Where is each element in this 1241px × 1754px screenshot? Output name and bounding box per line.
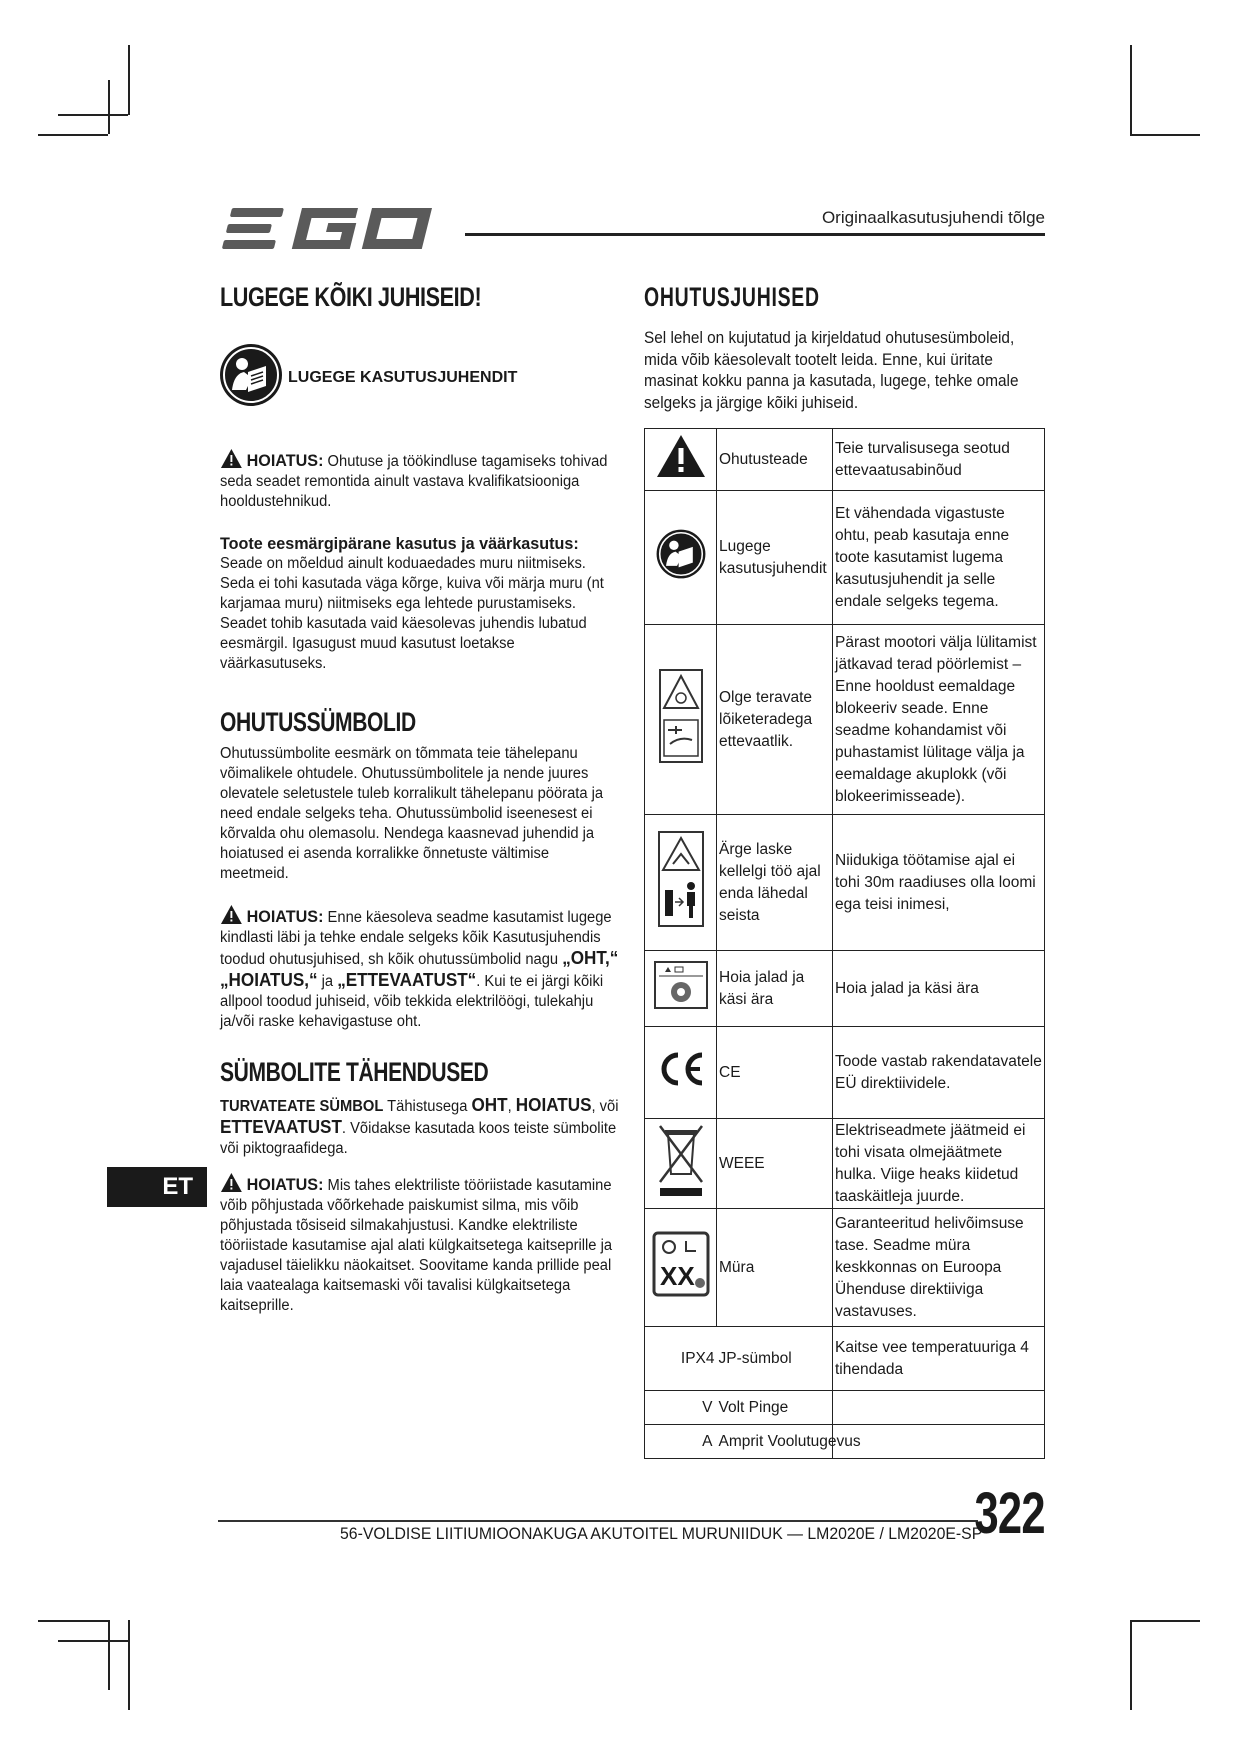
symbol-name: Müra (717, 1209, 833, 1327)
crop-mark (128, 45, 130, 115)
warning-ja: ja (321, 973, 334, 990)
symbol-desc: Elektriseadmete jäätmeid ei tohi visata olmejäätmete hulka. Viige heaks kiidetud taaskäitleja juurde. (833, 1119, 1045, 1209)
crop-mark (108, 80, 110, 134)
symbols-table (644, 428, 1045, 1459)
symbol-name: Olge teravate lõiketeradega ettevaatlik. (717, 625, 833, 815)
warning-block-2 (220, 904, 619, 1032)
warning-text: Ohutuse ja töökindluse tagamiseks tohivad seda seadet remontida ainult vastava kvalifikatsiooniga hooldustehnikud. (220, 453, 608, 510)
alert-voi: , või (591, 1098, 619, 1115)
read-manual-label: LUGEGE KASUTUSJUHENDIT (288, 369, 518, 386)
footer-rule (218, 1520, 978, 1522)
heading-safety-symbols: OHUTUSSÜMBOLID (220, 707, 416, 737)
symbol-name: WEEE (717, 1119, 833, 1209)
symbol-text: A (645, 1425, 717, 1459)
intended-use-heading: Toote eesmärgipärane kasutus ja väärkasutus: (220, 534, 579, 553)
crop-mark (108, 1620, 110, 1690)
keep-bystanders-away-icon (657, 830, 705, 928)
symbol-desc: Toode vastab rakendatavatele EÜ direktiividele. (833, 1027, 1045, 1119)
table-row (645, 1027, 1045, 1119)
intended-use-block (220, 534, 619, 674)
heading-symbol-meanings: SÜMBOLITE TÄHENDUSED (220, 1057, 489, 1087)
warning-label: HOIATUS: (246, 1175, 324, 1194)
symbol-name: Volt Pinge (717, 1391, 833, 1425)
symbol-desc: Pärast mootori välja lülitamist jätkavad terad pöörlemist – Enne hooldust eemaldage blokeeriv seade. Enne seadme kohandamist või puhastamist lülitage välja ja eemaldage akuplokk (või blokeerimisseade). (833, 625, 1045, 815)
symbol-desc: Niidukiga töötamise ajal ei tohi 30m raadiuses olla loomi ega teisi inimesi, (833, 815, 1045, 951)
warning-text: Enne käesoleva seadme kasutamist lugege kindlasti läbi ja tehke endale selgeks kõik Kasutusjuhendis toodud ohutusjuhised, sh kõik ohutussümbolid nagu (220, 909, 612, 968)
symbol-cell (645, 815, 717, 951)
symbol-desc: Teie turvalisusega seotud ettevaatusabinõud (833, 429, 1045, 491)
read-manual-icon (655, 528, 707, 580)
symbol-name: CE (717, 1027, 833, 1119)
ego-logo (218, 200, 448, 260)
noise-level-icon (652, 1231, 710, 1297)
crop-mark (128, 1620, 130, 1710)
heading-safety-instructions: OHUTUSJUHISED (644, 282, 820, 312)
table-row (645, 429, 1045, 491)
noise-value: XX (659, 1261, 695, 1291)
alert-symbol-block (220, 1095, 619, 1159)
symbol-desc: Hoia jalad ja käsi ära (833, 951, 1045, 1027)
table-row (645, 1391, 1045, 1425)
symbol-desc (833, 1391, 1045, 1425)
symbol-cell (645, 1027, 717, 1119)
read-manual-icon (218, 342, 284, 408)
symbol-cell (645, 1119, 717, 1209)
crop-mark (1130, 45, 1132, 135)
symbol-cell (645, 491, 717, 625)
symbol-name: Lugege kasutusjuhendit (717, 491, 833, 625)
table-row (645, 1327, 1045, 1391)
warning-triangle-icon (655, 433, 707, 479)
warning-block-1 (220, 448, 619, 512)
crop-mark (1130, 134, 1200, 136)
symbol-cell (645, 1209, 717, 1327)
symbol-desc: Garanteeritud helivõimsuse tase. Seadme müra keskkonnas on Euroopa Ühenduse direktiiviga vastavuses. (833, 1209, 1045, 1327)
symbol-name: Hoia jalad ja käsi ära (717, 951, 833, 1027)
crop-mark (1130, 1620, 1200, 1622)
table-row (645, 951, 1045, 1027)
warning-triangle-icon (220, 904, 243, 925)
symbol-cell (645, 429, 717, 491)
symbol-desc: Kaitse vee temperatuuriga 4 tihendada (833, 1327, 1045, 1391)
ce-mark-icon (656, 1049, 706, 1089)
warning-triangle-icon (220, 448, 243, 469)
crop-mark (58, 1640, 128, 1642)
warning-text: Mis tahes elektriliste tööriistade kasutamine võib põhjustada võõrkehade paiskumist silma, mis võib põhjustada tõsiseid silmakahjustusi. Kandke elektriliste tööriistade kasutamise ajal alati külgkaitsetega kaitseprille ja vajadusel täielikku näokaitset. Soovitame kanda prillide peal laia vaatealaga kaitsemaski või tavalisi külgkaitsetega kaitseprille. (220, 1177, 613, 1314)
warning-label: HOIATUS: (246, 451, 324, 470)
table-row (645, 1425, 1045, 1459)
alert-comma: , (507, 1098, 512, 1115)
sharp-blades-icon (658, 668, 704, 764)
symbol-desc (833, 1425, 1045, 1459)
intended-use-text: Seade on mõeldud ainult koduaedades muru niitmiseks. Seda ei tohi kasutada väga kõrge, kuiva või märja muru (nt karjamaa muru) niitmiseks ega lehtede purustamiseks. Seadet tohib kasutada vaid käesolevas juhendis lubatud eesmärgil. Igasugust muud kasutust loetakse väärkasutuseks. (220, 555, 604, 672)
header-rule (465, 233, 1045, 236)
symbol-desc: Et vähendada vigastuste ohtu, peab kasutaja enne toote kasutamist lugema kasutusjuhendit ja selle endale selgeks tegema. (833, 491, 1045, 625)
safety-intro: Sel lehel on kujutatud ja kirjeldatud ohutusesümboleid, mida võib käesolevalt tootelt leida. Enne, kui üritate masinat kokku panna ja kasutada, lugege, tehke omale selgeks ja järgige kõiki juhiseid. (644, 329, 1019, 412)
page-number: 322 (974, 1481, 1045, 1546)
symbol-cell (645, 951, 717, 1027)
warning-block-3 (220, 1172, 619, 1316)
footer-product-name: 56-VOLDISE LIITIUMIOONAKUGA AKUTOITEL MURUNIIDUK — LM2020E / LM2020E-SP (340, 1524, 983, 1543)
warning-term-caution: „ETTEVAATUST“ (337, 970, 477, 990)
alert-hoiatus: HOIATUS (515, 1095, 592, 1115)
heading-read-all: LUGEGE KÕIKI JUHISEID! (220, 282, 482, 312)
alert-text-b: . Võidakse kasutada koos teiste sümbolite või piktograafidega. (220, 1120, 617, 1157)
symbol-name: Ohutusteade (717, 429, 833, 491)
header-title: Originaalkasutusjuhendi tõlge (821, 208, 1045, 227)
warning-label: HOIATUS: (246, 907, 324, 926)
table-row (645, 1209, 1045, 1327)
alert-label: TURVATEATE SÜMBOL (220, 1098, 384, 1115)
warning-text-b: . Kui te ei järgi kõiki allpool toodud juhiseid, võib tekkida elektrilöögi, tulekahju ja/või raske kehavigastuse oht. (220, 973, 604, 1030)
safety-symbols-text: Ohutussümbolite eesmärk on tõmmata teie tähelepanu võimalikele ohtudele. Ohutussümbolitele ja nende juures olevatele seletustele tuleb korralikult tähelepanu pöörata ja need endale selgeks teha. Ohutussümbolid iseenesest ei kõrvalda ohu olemasolu. Nendega kaasnevad juhendid ja hoiatused ei asenda korralikke õnnetuste vältimise meetmeid. (220, 745, 604, 882)
table-row (645, 625, 1045, 815)
symbol-name: JP-sümbol (717, 1327, 833, 1391)
symbol-text: IPX4 (645, 1327, 717, 1391)
warning-triangle-icon (220, 1172, 243, 1193)
symbol-text: V (645, 1391, 717, 1425)
crop-mark (38, 134, 108, 136)
crop-mark (38, 1620, 108, 1622)
alert-text-a: Tähistusega (387, 1098, 468, 1115)
alert-oht: OHT (471, 1095, 508, 1115)
table-row (645, 1119, 1045, 1209)
alert-ettevaatust: ETTEVAATUST (220, 1117, 342, 1137)
table-row (645, 815, 1045, 951)
keep-hands-feet-away-icon (653, 960, 709, 1010)
crop-mark (1130, 1620, 1132, 1710)
symbol-cell (645, 625, 717, 815)
table-row (645, 491, 1045, 625)
crop-mark (58, 114, 128, 116)
symbol-name: Ärge laske kellelgi töö ajal enda lähedal seista (717, 815, 833, 951)
language-tab: ET (107, 1167, 207, 1207)
weee-bin-icon (656, 1122, 706, 1198)
symbol-name: Amprit Voolutugevus (717, 1425, 833, 1459)
warning-terms: „OHT,“ „HOIATUS,“ (220, 948, 619, 990)
